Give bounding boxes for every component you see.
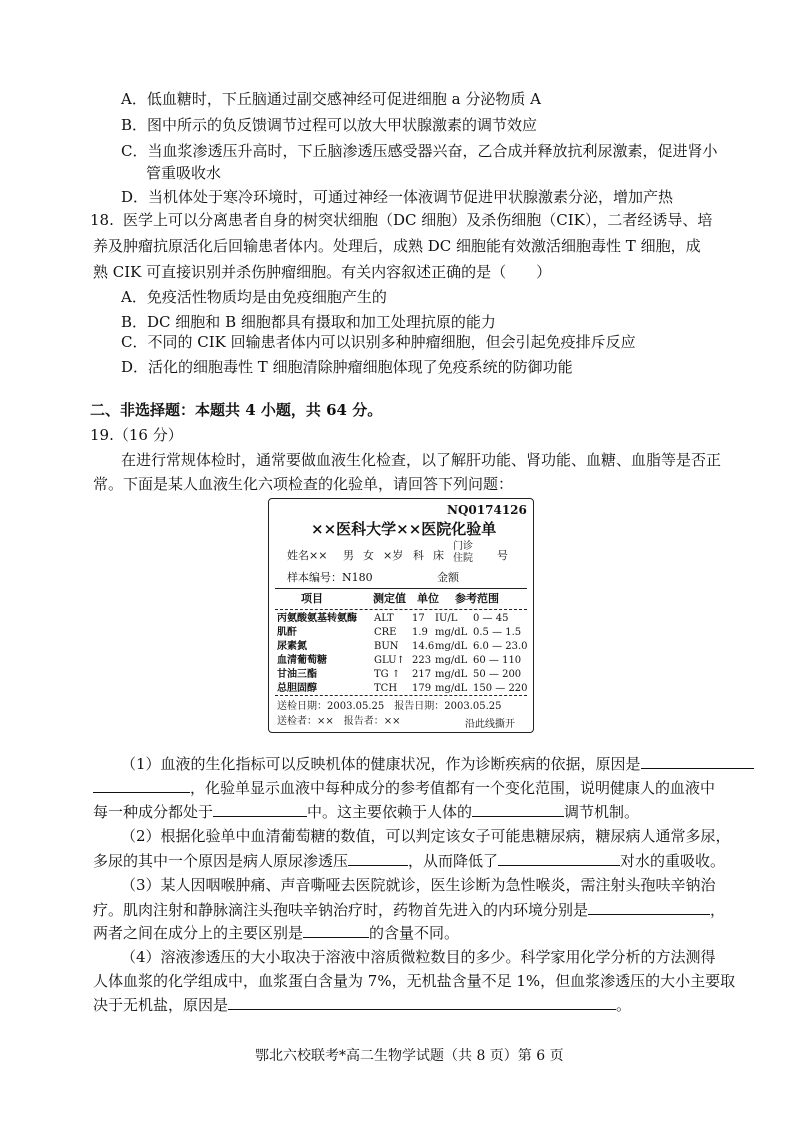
report-cell-value: 223 <box>412 655 432 666</box>
report-sex-male: 男 <box>343 549 354 562</box>
report-cell-unit: mg/dL <box>435 655 468 666</box>
report-sex-female: 女 <box>363 549 374 562</box>
q17-option-c-cont: 管重吸收水 <box>146 164 222 182</box>
p2-line2 <box>93 850 725 871</box>
q17-option-b: B．图中所示的负反馈调节过程可以放大甲状腺激素的调节效应 <box>121 116 538 134</box>
report-header-range: 参考范围 <box>455 592 499 605</box>
p4-line1: （4）溶液渗透压的大小取决于溶液中溶质微粒数目的多少。科学家用化学分析的方法测得 <box>121 948 716 966</box>
report-cell-unit: mg/dL <box>435 683 468 694</box>
p1-text-c2: 中。这主要依赖于人体的 <box>307 803 473 821</box>
report-cell-item: 尿素氮 <box>277 641 307 652</box>
report-cell-unit: mg/dL <box>435 627 468 638</box>
p3-text-c2: 的含量不同。 <box>369 924 460 942</box>
q18-option-c: C．不同的 CIK 回输患者体内可以识别多种肿瘤细胞，但会引起免疫排斥反应 <box>121 333 636 351</box>
report-outpatient: 门诊 <box>453 541 473 552</box>
report-header-unit: 单位 <box>417 592 439 605</box>
q18-option-d: D．活化的细胞毒性 T 细胞清除肿瘤细胞体现了免疫系统的防御功能 <box>121 358 573 376</box>
answer-blank-4[interactable] <box>348 850 408 866</box>
report-cell-range: 50 — 200 <box>473 669 522 680</box>
p4-line3 <box>93 994 631 1015</box>
report-rule-bottom <box>275 695 527 696</box>
report-cell-item: 血清葡萄糖 <box>277 655 327 666</box>
report-cell-value: 17 <box>412 613 425 624</box>
report-cell-value: 217 <box>412 669 432 680</box>
report-cell-item: 总胆固醇 <box>277 683 317 694</box>
report-dept: 科 <box>413 549 424 562</box>
report-cell-code: TG ↑ <box>374 669 401 680</box>
report-amount: 金额 <box>437 571 459 584</box>
report-header-value: 测定值 <box>373 592 406 605</box>
report-cell-code: GLU↑ <box>374 655 405 666</box>
answer-blank-5[interactable] <box>498 850 620 866</box>
p3-text-b1: 疗。肌肉注射和静脉滴注头孢呋辛钠治疗时，药物首先进入的内环境分别是 <box>93 901 589 919</box>
report-cell-range: 6.0 — 23.0 <box>473 641 528 652</box>
q19-intro-line2: 常。下面是某人血液生化六项检查的化验单，请回答下列问题： <box>93 475 514 493</box>
report-cell-unit: IU/L <box>435 613 458 624</box>
answer-blank-1-cont[interactable] <box>93 777 190 793</box>
p1-text-b: ，化验单显示血液中每种成分的参考值都有一个变化范围，说明健康人的血液中 <box>190 779 716 797</box>
p3-text-b2: ， <box>710 901 726 919</box>
section2-title: 二、非选择题：本题共 4 小题，共 64 分。 <box>90 401 383 419</box>
answer-blank-6[interactable] <box>588 899 710 915</box>
q17-option-c: C．当血浆渗透压升高时，下丘脑渗透压感受器兴奋，乙合成并释放抗利尿激素，促进肾小 <box>121 142 718 160</box>
report-cell-code: TCH <box>374 683 398 694</box>
report-cell-range: 0 — 45 <box>473 613 509 624</box>
answer-blank-1[interactable] <box>641 753 754 769</box>
report-serial: NQ0174126 <box>447 503 527 517</box>
p4-text-c2: 。 <box>616 996 632 1014</box>
answer-blank-2[interactable] <box>213 801 307 817</box>
p1-line3 <box>93 801 639 822</box>
report-tear-line: 沿此线撕开 <box>465 719 515 730</box>
lab-report <box>268 498 534 733</box>
p2-text-b1: 多尿的其中一个原因是病人原尿渗透压 <box>93 852 349 870</box>
report-dates: 送检日期：2003.05.25 报告日期：2003.05.25 <box>277 701 502 712</box>
report-name: 姓名×× <box>287 549 328 562</box>
report-cell-code: CRE <box>374 627 397 638</box>
p4-line2: 人体血浆的化学组成中，血浆蛋白含量为 7%，无机盐含量不足 1%，但血浆渗透压的大小主要取 <box>93 972 736 990</box>
p1-line2 <box>93 777 715 798</box>
report-sample-no: 样本编号：N180 <box>287 571 373 584</box>
report-title: ××医科大学××医院化验单 <box>311 520 497 538</box>
report-inpatient: 住院 <box>453 553 473 564</box>
p2-text-b2: ，从而降低了 <box>408 852 499 870</box>
report-rule-top <box>275 588 527 589</box>
answer-blank-7[interactable] <box>303 922 369 938</box>
p4-text-c1: 决于无机盐，原因是 <box>93 996 229 1014</box>
answer-blank-3[interactable] <box>472 801 564 817</box>
p2-line1: （2）根据化验单中血清葡萄糖的数值，可以判定该女子可能患糖尿病，糖尿病人通常多尿， <box>121 827 731 845</box>
report-rule-header <box>275 609 527 610</box>
report-age: ×岁 <box>383 549 404 562</box>
report-cell-range: 150 — 220 <box>473 683 528 694</box>
report-cell-unit: mg/dL <box>435 669 468 680</box>
p2-text-b3: 对水的重吸收。 <box>620 852 726 870</box>
report-cell-code: ALT <box>374 613 394 624</box>
report-cell-item: 肌酐 <box>277 627 297 638</box>
report-people: 送检者：×× 报告者：×× <box>277 716 401 727</box>
p1-line1 <box>121 753 754 774</box>
report-header-item: 项目 <box>301 592 323 605</box>
p3-line2 <box>93 899 725 920</box>
page-footer: 鄂北六校联考*高二生物学试题（共 8 页）第 6 页 <box>255 1048 564 1064</box>
p1-text-a: （1）血液的生化指标可以反映机体的健康状况，作为诊断疾病的依据，原因是 <box>121 755 641 773</box>
report-cell-value: 1.9 <box>412 627 428 638</box>
report-number-label: 号 <box>497 549 508 562</box>
report-cell-value: 14.6 <box>412 641 435 652</box>
p3-line3 <box>93 922 459 943</box>
q19-header: 19.（16 分） <box>90 426 183 444</box>
p1-text-c3: 调节机制。 <box>564 803 640 821</box>
q17-option-d: D．当机体处于寒冷环境时，可通过神经一体液调节促进甲状腺激素分泌，增加产热 <box>121 188 674 206</box>
q18-option-b: B．DC 细胞和 B 细胞都具有摄取和加工处理抗原的能力 <box>121 313 496 331</box>
p3-line1: （3）某人因咽喉肿痛、声音嘶哑去医院就诊，医生诊断为急性喉炎，需注射头孢呋辛钠治 <box>121 876 716 894</box>
q18-stem-line3: 熟 CIK 可直接识别并杀伤肿瘤细胞。有关内容叙述正确的是（ ） <box>93 263 552 281</box>
q18-stem-line1: 医学上可以分离患者自身的树突状细胞（DC 细胞）及杀伤细胞（CIK），二者经诱导、培 <box>123 211 713 229</box>
p3-text-c1: 两者之间在成分上的主要区别是 <box>93 924 304 942</box>
answer-blank-8[interactable] <box>228 994 616 1010</box>
q18-option-a: A．免疫活性物质均是由免疫细胞产生的 <box>121 288 387 306</box>
q17-option-a: A．低血糖时，下丘脑通过副交感神经可促进细胞 a 分泌物质 A <box>121 90 541 108</box>
q18-stem-line2: 养及肿瘤抗原活化后回输患者体内。处理后，成熟 DC 细胞能有效激活细胞毒性 T 细胞，成 <box>93 237 701 255</box>
q19-intro-line1: 在进行常规体检时，通常要做血液生化检查，以了解肝功能、肾功能、血糖、血脂等是否正 <box>121 451 722 469</box>
report-cell-range: 60 — 110 <box>473 655 522 666</box>
report-cell-item: 甘油三酯 <box>277 669 317 680</box>
report-cell-item: 丙氨酸氨基转氨酶 <box>277 613 357 624</box>
report-cell-code: BUN <box>374 641 399 652</box>
p1-text-c1: 每一种成分都处于 <box>93 803 214 821</box>
report-cell-value: 179 <box>412 683 432 694</box>
report-cell-range: 0.5 — 1.5 <box>473 627 522 638</box>
report-bed: 床 <box>433 549 444 562</box>
q18-number: 18. <box>90 211 114 229</box>
report-cell-unit: mg/dL <box>435 641 468 652</box>
